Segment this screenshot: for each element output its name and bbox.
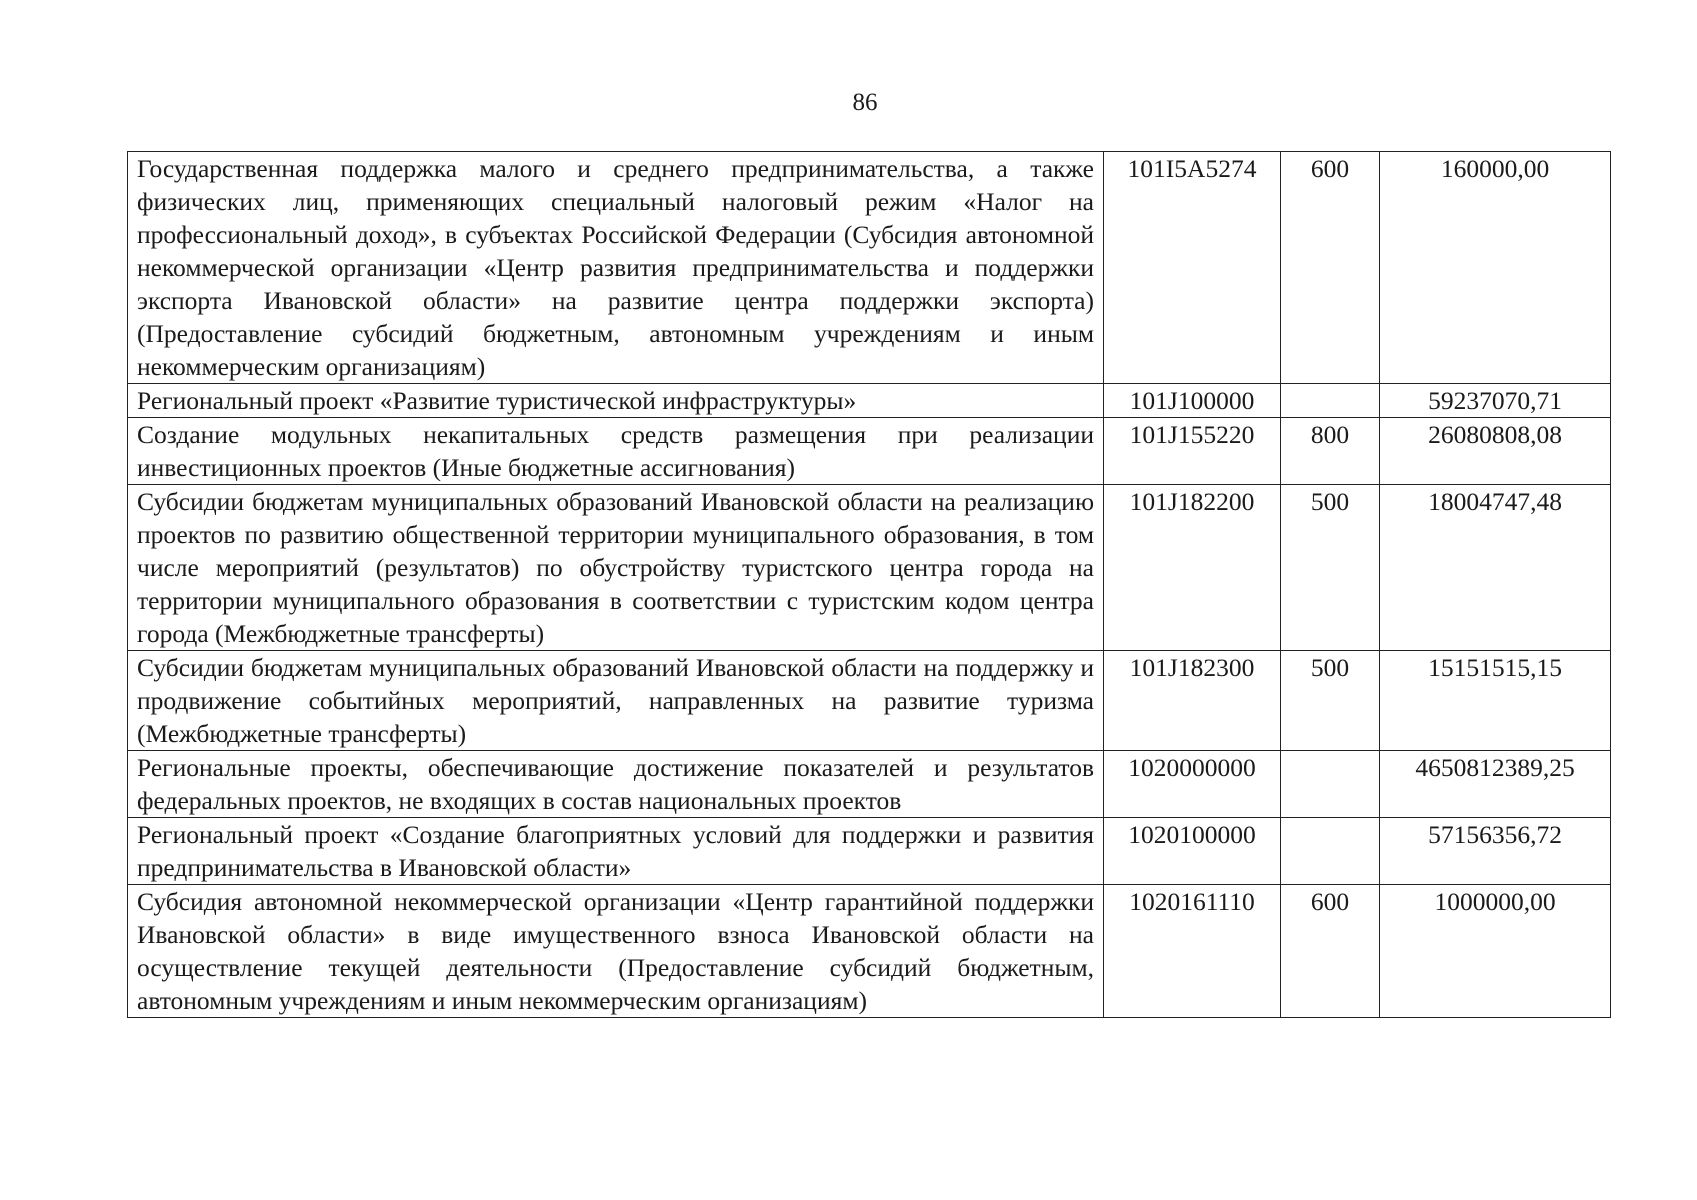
row-expense-type	[1281, 818, 1380, 885]
table-row	[128, 152, 1611, 384]
row-expense-type: 800	[1281, 418, 1380, 485]
row-description: Региональный проект «Развитие туристической инфраструктуры»	[128, 384, 1104, 418]
row-code: 1020100000	[1104, 818, 1281, 885]
row-amount: 59237070,71	[1380, 384, 1611, 418]
row-description: Региональные проекты, обеспечивающие достижение показателей и результатов федеральных проектов, не входящих в состав национальных проектов	[128, 751, 1104, 818]
row-description: Субсидия автономной некоммерческой организации «Центр гарантийной поддержки Ивановской области» в виде имущественного взноса Ивановской области на осуществление текущей деятельности (Предоставление субсидий бюджетным, автономным учреждениям и иным некоммерческим организациям)	[128, 885, 1104, 1018]
table-row	[128, 485, 1611, 651]
row-code: 101J100000	[1104, 384, 1281, 418]
row-code: 101J155220	[1104, 418, 1281, 485]
budget-table	[127, 151, 1611, 1018]
row-expense-type: 500	[1281, 485, 1380, 651]
row-expense-type: 500	[1281, 651, 1380, 751]
table-row	[128, 751, 1611, 818]
row-expense-type	[1281, 751, 1380, 818]
row-expense-type	[1281, 384, 1380, 418]
row-code: 1020000000	[1104, 751, 1281, 818]
row-amount: 18004747,48	[1380, 485, 1611, 651]
row-description: Субсидии бюджетам муниципальных образований Ивановской области на реализацию проектов по развитию общественной территории муниципального образования, в том числе мероприятий (результатов) по обустройству туристского центра города на территории муниципального образования в соответствии с туристским кодом центра города (Межбюджетные трансферты)	[128, 485, 1104, 651]
page-number: 86	[852, 89, 878, 116]
row-amount: 57156356,72	[1380, 818, 1611, 885]
row-description: Государственная поддержка малого и среднего предпринимательства, а также физических лиц, применяющих специальный налоговый режим «Налог на профессиональный доход», в субъектах Российской Федерации (Субсидия автономной некоммерческой организации «Центр развития предпринимательства и поддержки экспорта Ивановской области» на развитие центра поддержки экспорта) (Предоставление субсидий бюджетным, автономным учреждениям и иным некоммерческим организациям)	[128, 152, 1104, 384]
row-amount: 4650812389,25	[1380, 751, 1611, 818]
row-amount: 26080808,08	[1380, 418, 1611, 485]
table-row	[128, 384, 1611, 418]
row-description: Создание модульных некапитальных средств размещения при реализации инвестиционных проектов (Иные бюджетные ассигнования)	[128, 418, 1104, 485]
row-code: 101I5A5274	[1104, 152, 1281, 384]
table-row	[128, 418, 1611, 485]
table-row	[128, 885, 1611, 1018]
row-code: 1020161110	[1104, 885, 1281, 1018]
row-code: 101J182200	[1104, 485, 1281, 651]
row-description: Региональный проект «Создание благоприятных условий для поддержки и развития предпринимательства в Ивановской области»	[128, 818, 1104, 885]
row-amount: 15151515,15	[1380, 651, 1611, 751]
table-row	[128, 818, 1611, 885]
table-row	[128, 651, 1611, 751]
row-expense-type: 600	[1281, 885, 1380, 1018]
row-expense-type: 600	[1281, 152, 1380, 384]
row-description: Субсидии бюджетам муниципальных образований Ивановской области на поддержку и продвижение событийных мероприятий, направленных на развитие туризма (Межбюджетные трансферты)	[128, 651, 1104, 751]
row-amount: 1000000,00	[1380, 885, 1611, 1018]
row-code: 101J182300	[1104, 651, 1281, 751]
row-amount: 160000,00	[1380, 152, 1611, 384]
